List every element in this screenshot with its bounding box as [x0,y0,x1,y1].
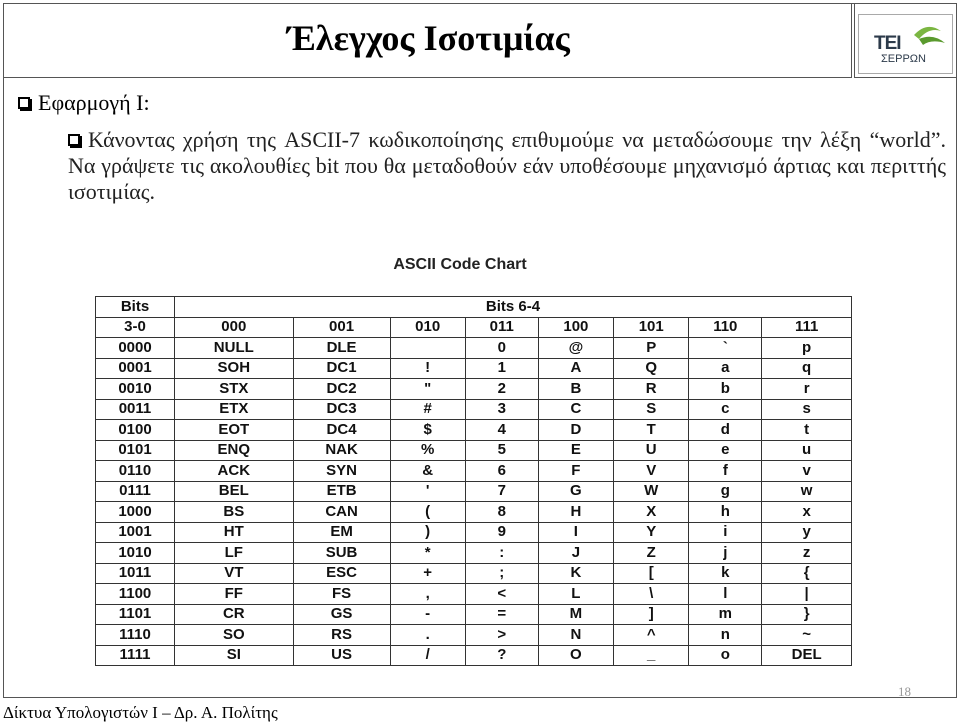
checkbox-bullet-icon [68,134,80,146]
bullet-application [18,90,150,116]
table-cell: 5 [465,440,538,461]
table-cell: EOT [175,420,294,441]
table-cell: DC2 [293,379,390,400]
table-row [96,461,852,482]
table-cell: DC3 [293,399,390,420]
table-cell: ~ [762,625,852,646]
table-cell: [ [614,563,689,584]
institution-logo [858,14,953,74]
table-cell: SUB [293,543,390,564]
row-header: 0000 [96,338,175,359]
table-cell: t [762,420,852,441]
table-cell: ) [390,522,465,543]
row-header: 0001 [96,358,175,379]
table-cell: = [465,604,538,625]
row-header: 1001 [96,522,175,543]
table-cell: a [689,358,762,379]
table-cell: 0 [465,338,538,359]
logo-text-tei: ΤΕΙ [874,33,901,54]
table-cell: & [390,461,465,482]
table-cell: ETX [175,399,294,420]
table-row [96,502,852,523]
table-cell: A [538,358,613,379]
table-cell: 4 [465,420,538,441]
table-cell: c [689,399,762,420]
table-cell: , [390,584,465,605]
table-cell: DLE [293,338,390,359]
table-cell: US [293,645,390,666]
table-cell: . [390,625,465,646]
table-cell: 8 [465,502,538,523]
table-cell: ' [390,481,465,502]
table-cell: h [689,502,762,523]
table-cell: % [390,440,465,461]
table-cell: ( [390,502,465,523]
table-cell: ! [390,358,465,379]
table-row [96,420,852,441]
table-cell: SI [175,645,294,666]
table-row [96,481,852,502]
row-header: 1100 [96,584,175,605]
table-cell: _ [614,645,689,666]
table-cell: SOH [175,358,294,379]
corner-header-top: Bits [96,297,175,318]
table-cell: n [689,625,762,646]
row-header: 0010 [96,379,175,400]
table-cell: w [762,481,852,502]
title-box [3,3,852,78]
table-cell: E [538,440,613,461]
table-row [96,543,852,564]
table-cell: i [689,522,762,543]
table-cell: o [689,645,762,666]
table-cell: F [538,461,613,482]
table-cell: s [762,399,852,420]
table-cell: DC1 [293,358,390,379]
table-cell: LF [175,543,294,564]
corner-header-bottom: 3-0 [96,317,175,338]
table-cell: NULL [175,338,294,359]
column-header: 001 [293,317,390,338]
table-cell: p [762,338,852,359]
table-cell: U [614,440,689,461]
table-cell: W [614,481,689,502]
table-cell: 1 [465,358,538,379]
table-cell: CR [175,604,294,625]
table-cell: : [465,543,538,564]
table-row [96,358,852,379]
table-cell: l [689,584,762,605]
table-cell: CAN [293,502,390,523]
slide-title: Έλεγχος Ισοτιμίας [287,18,570,58]
table-cell: DC4 [293,420,390,441]
table-cell: u [762,440,852,461]
row-header: 0111 [96,481,175,502]
table-cell: B [538,379,613,400]
table-cell: T [614,420,689,441]
page-number: 18 [898,684,911,699]
table-cell: $ [390,420,465,441]
column-header: 100 [538,317,613,338]
table-cell: R [614,379,689,400]
table-cell: P [614,338,689,359]
table-cell: < [465,584,538,605]
logo-text-serron: ΣΕΡΡΩΝ [881,53,926,65]
table-cell: > [465,625,538,646]
table-cell: FS [293,584,390,605]
ascii-code-table [95,296,852,666]
table-cell: DEL [762,645,852,666]
table-cell: b [689,379,762,400]
table-cell: 6 [465,461,538,482]
table-cell: " [390,379,465,400]
table-cell: ETB [293,481,390,502]
checkbox-bullet-icon [18,97,30,109]
table-cell: S [614,399,689,420]
column-header: 101 [614,317,689,338]
table-row [96,645,852,666]
table-cell: 9 [465,522,538,543]
table-row [96,625,852,646]
row-header: 1110 [96,625,175,646]
table-cell: M [538,604,613,625]
row-header: 0110 [96,461,175,482]
table-cell: v [762,461,852,482]
table-cell: FF [175,584,294,605]
ascii-table-body [96,338,852,666]
table-row [96,563,852,584]
table-row [96,379,852,400]
column-header: 110 [689,317,762,338]
table-cell: NAK [293,440,390,461]
table-cell: N [538,625,613,646]
table-cell: HT [175,522,294,543]
row-header: 0100 [96,420,175,441]
table-cell: V [614,461,689,482]
table-cell: ; [465,563,538,584]
table-cell: ? [465,645,538,666]
table-cell: ESC [293,563,390,584]
table-cell: + [390,563,465,584]
table-cell: d [689,420,762,441]
table-cell: - [390,604,465,625]
table-row [96,584,852,605]
bullet-application-text: Εφαρμογή Ι: [38,90,150,115]
table-cell: Q [614,358,689,379]
table-cell: # [390,399,465,420]
table-cell: C [538,399,613,420]
table-cell: / [390,645,465,666]
table-cell: z [762,543,852,564]
footer-text: Δίκτυα Υπολογιστών Ι – Δρ. Α. Πολίτης [3,703,278,722]
table-row [96,399,852,420]
table-cell: Z [614,543,689,564]
table-cell: BEL [175,481,294,502]
bullet-task [68,127,946,205]
table-cell: ENQ [175,440,294,461]
row-header: 1011 [96,563,175,584]
column-header: 010 [390,317,465,338]
table-cell: f [689,461,762,482]
table-cell: } [762,604,852,625]
table-cell: SYN [293,461,390,482]
table-cell: k [689,563,762,584]
table-cell: ^ [614,625,689,646]
table-cell: ACK [175,461,294,482]
table-row [96,604,852,625]
table-cell: x [762,502,852,523]
chart-title: ASCII Code Chart [393,256,527,273]
row-header: 1000 [96,502,175,523]
table-cell: { [762,563,852,584]
table-cell: VT [175,563,294,584]
table-cell: EM [293,522,390,543]
table-row [96,440,852,461]
table-cell: \ [614,584,689,605]
table-cell: G [538,481,613,502]
table-cell: y [762,522,852,543]
row-header: 1101 [96,604,175,625]
table-cell: SO [175,625,294,646]
table-cell: q [762,358,852,379]
table-cell: K [538,563,613,584]
table-cell: BS [175,502,294,523]
table-cell: m [689,604,762,625]
table-cell: J [538,543,613,564]
table-row [96,338,852,359]
table-cell: * [390,543,465,564]
row-header: 0101 [96,440,175,461]
table-cell: ` [689,338,762,359]
table-cell: Y [614,522,689,543]
bullet-task-text: Κάνοντας χρήση της ASCII-7 κωδικοποίησης επιθυμούμε να μεταδώσουμε την λέξη “world”. Να γράψετε τις ακολουθίες bit που θα μεταδοθούν εάν υποθέσουμε μηχανισμό άρτιας και περιττής ισοτιμίας. [68,127,946,204]
table-cell: r [762,379,852,400]
table-cell: I [538,522,613,543]
table-cell: O [538,645,613,666]
table-cell: 7 [465,481,538,502]
row-header: 1111 [96,645,175,666]
table-cell: 3 [465,399,538,420]
column-header: 011 [465,317,538,338]
table-cell: @ [538,338,613,359]
table-cell: j [689,543,762,564]
column-header: 000 [175,317,294,338]
group-header: Bits 6-4 [175,297,852,318]
table-cell: g [689,481,762,502]
table-cell: H [538,502,613,523]
table-cell: L [538,584,613,605]
table-cell: D [538,420,613,441]
row-header: 0011 [96,399,175,420]
column-header: 111 [762,317,852,338]
table-cell: X [614,502,689,523]
table-cell: ] [614,604,689,625]
table-cell: 2 [465,379,538,400]
table-cell: GS [293,604,390,625]
table-cell [390,338,465,359]
table-cell: STX [175,379,294,400]
row-header: 1010 [96,543,175,564]
table-cell: e [689,440,762,461]
table-cell: RS [293,625,390,646]
table-row [96,522,852,543]
table-cell: | [762,584,852,605]
